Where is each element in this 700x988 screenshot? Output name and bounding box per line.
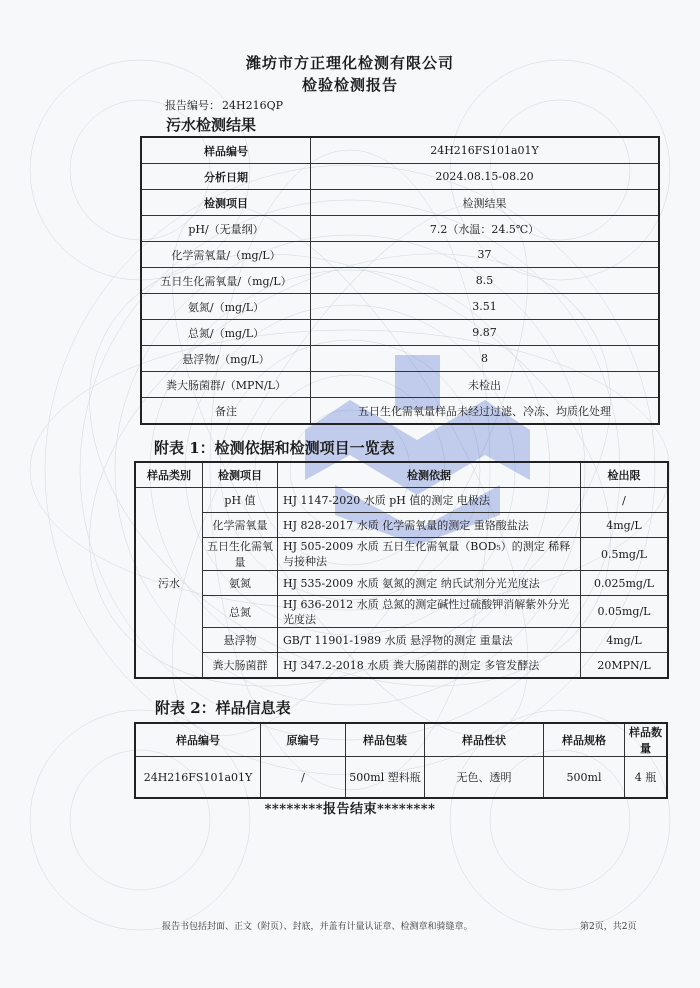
column-header: 样品数量 [625, 723, 668, 757]
column-header: 原编号 [261, 723, 346, 757]
table-row [141, 242, 659, 268]
basis-limit: 0.05mg/L [581, 596, 669, 628]
sample-cell: 500ml [544, 757, 625, 799]
column-header: 检测项目 [203, 462, 278, 488]
company-name: 潍坊市方正理化检测有限公司 [245, 54, 454, 72]
result-value: 7.2（水温：24.5℃） [311, 216, 660, 242]
basis-method: HJ 535-2009 水质 氨氮的测定 纳氏试剂分光光度法 [278, 571, 581, 596]
table-row [135, 628, 668, 653]
result-item: pH/（无量纲） [141, 216, 311, 242]
section-title-results: 污水检测结果 [166, 116, 257, 134]
table-row [135, 653, 668, 679]
report-number-value: 24H216QP [222, 99, 284, 112]
basis-method: HJ 636-2012 水质 总氮的测定碱性过硫酸钾消解紫外分光光度法 [278, 596, 581, 628]
result-value: 8.5 [311, 268, 660, 294]
basis-item: 五日生化需氧量 [203, 538, 278, 571]
basis-item: 粪大肠菌群 [203, 653, 278, 679]
item-header: 检测项目 [141, 190, 311, 216]
basis-limit: 4mg/L [581, 628, 669, 653]
basis-item: pH 值 [203, 488, 278, 513]
basis-limit: 4mg/L [581, 513, 669, 538]
section-title-sample-info: 附表 2：样品信息表 [155, 699, 291, 717]
sample-cell: / [261, 757, 346, 799]
table-row [135, 538, 668, 571]
table-header-row [135, 462, 668, 488]
table-row [141, 137, 659, 164]
table-row [141, 216, 659, 242]
sample-no-value: 24H216FS101a01Y [311, 137, 660, 164]
basis-method: HJ 1147-2020 水质 pH 值的测定 电极法 [278, 488, 581, 513]
basis-item: 悬浮物 [203, 628, 278, 653]
basis-method: HJ 828-2017 水质 化学需氧量的测定 重铬酸盐法 [278, 513, 581, 538]
sample-info-table [134, 722, 668, 799]
result-value: 37 [311, 242, 660, 268]
result-header: 检测结果 [311, 190, 660, 216]
result-item: 氨氮/（mg/L） [141, 294, 311, 320]
basis-method: HJ 505-2009 水质 五日生化需氧量（BOD₅）的测定 稀释与接种法 [278, 538, 581, 571]
sample-cell: 4 瓶 [625, 757, 668, 799]
table-row [141, 398, 659, 425]
table-row [141, 320, 659, 346]
table-row [135, 757, 667, 799]
page-indicator: 第2页，共2页 [580, 922, 637, 932]
basis-method: GB/T 11901-1989 水质 悬浮物的测定 重量法 [278, 628, 581, 653]
sample-cell: 24H216FS101a01Y [135, 757, 261, 799]
column-header: 检测依据 [278, 462, 581, 488]
table-row [141, 268, 659, 294]
basis-table [134, 461, 669, 679]
table-row [135, 488, 668, 513]
table-row [141, 372, 659, 398]
section-title-basis: 附表 1：检测依据和检测项目一览表 [154, 439, 395, 457]
basis-item: 总氮 [203, 596, 278, 628]
result-item: 悬浮物/（mg/L） [141, 346, 311, 372]
basis-limit: / [581, 488, 669, 513]
report-end-marker: ********报告结束******** [264, 802, 436, 817]
sample-cell: 无色、透明 [425, 757, 544, 799]
table-row [141, 190, 659, 216]
basis-method: HJ 347.2-2018 水质 粪大肠菌群的测定 多管发酵法 [278, 653, 581, 679]
document-title: 检验检测报告 [301, 76, 398, 94]
result-value: 未检出 [311, 372, 660, 398]
remark-label: 备注 [141, 398, 311, 425]
result-value: 8 [311, 346, 660, 372]
basis-item: 氨氮 [203, 571, 278, 596]
result-item: 粪大肠菌群/（MPN/L） [141, 372, 311, 398]
report-number [165, 97, 285, 113]
result-value: 3.51 [311, 294, 660, 320]
results-table [140, 136, 660, 425]
result-item: 五日生化需氧量/（mg/L） [141, 268, 311, 294]
table-row [141, 346, 659, 372]
basis-item: 化学需氧量 [203, 513, 278, 538]
column-header: 样品性状 [425, 723, 544, 757]
table-row [135, 596, 668, 628]
sample-no-label: 样品编号 [141, 137, 311, 164]
table-header-row [135, 723, 667, 757]
table-row [135, 513, 668, 538]
report-number-label: 报告编号： [165, 99, 220, 112]
basis-limit: 20MPN/L [581, 653, 669, 679]
basis-limit: 0.025mg/L [581, 571, 669, 596]
result-value: 9.87 [311, 320, 660, 346]
column-header: 样品类别 [135, 462, 203, 488]
table-row [141, 294, 659, 320]
table-row [135, 571, 668, 596]
column-header: 样品规格 [544, 723, 625, 757]
result-item: 化学需氧量/（mg/L） [141, 242, 311, 268]
column-header: 样品包装 [346, 723, 425, 757]
date-value: 2024.08.15-08.20 [311, 164, 660, 190]
result-item: 总氮/（mg/L） [141, 320, 311, 346]
column-header: 样品编号 [135, 723, 261, 757]
remark-value: 五日生化需氧量样品未经过过滤、冷冻、均质化处理 [311, 398, 660, 425]
basis-limit: 0.5mg/L [581, 538, 669, 571]
date-label: 分析日期 [141, 164, 311, 190]
footer-note: 报告书包括封面、正文（附页）、封底，并盖有计量认证章、检测章和骑缝章。 [162, 922, 473, 932]
table-row [141, 164, 659, 190]
sample-category: 污水 [135, 488, 203, 679]
sample-cell: 500ml 塑料瓶 [346, 757, 425, 799]
column-header: 检出限 [581, 462, 669, 488]
